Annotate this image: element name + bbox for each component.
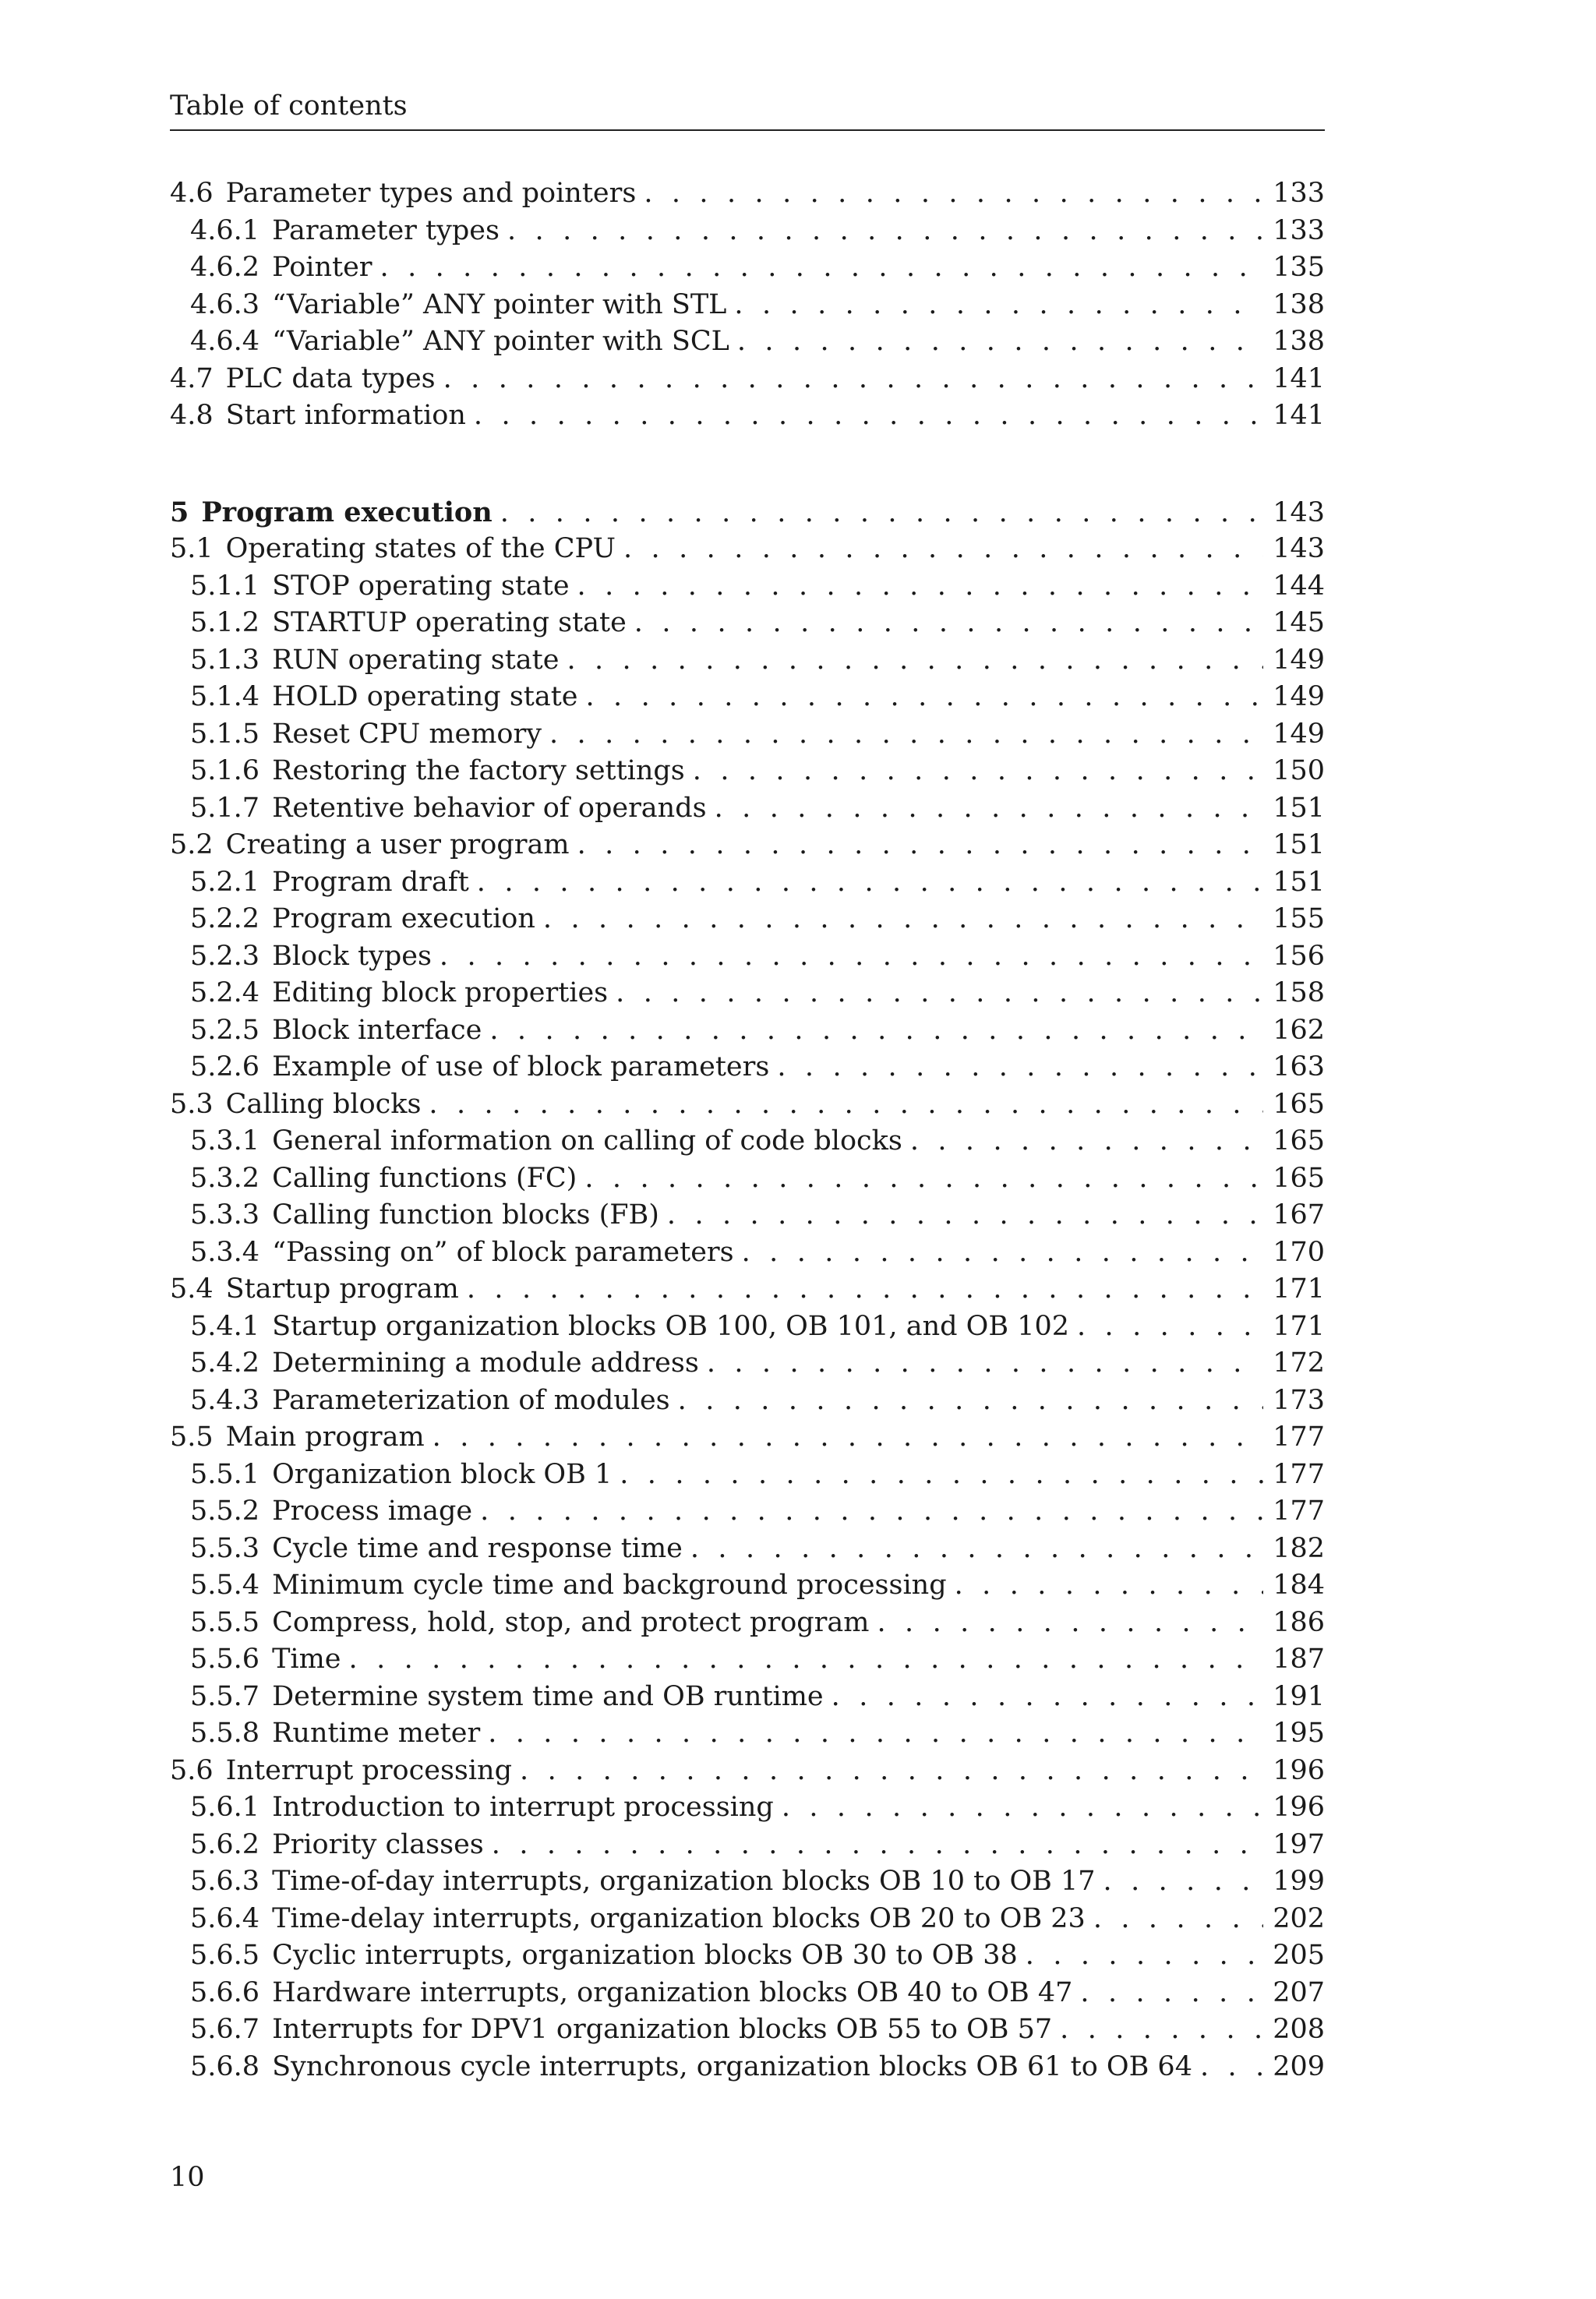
toc-entry-title: Process image: [272, 1496, 473, 1527]
dot-leader: [480, 1493, 1263, 1531]
toc-entry[interactable]: [170, 1863, 1325, 1901]
dot-leader: [577, 827, 1264, 864]
dot-leader: [543, 901, 1263, 938]
toc-entry-page: 141: [1273, 400, 1325, 431]
toc-entry-number: 5.4: [170, 1273, 214, 1305]
toc-entry[interactable]: [170, 1419, 1325, 1457]
dot-leader: [492, 1827, 1263, 1864]
toc-entry[interactable]: [170, 642, 1325, 680]
toc-entry-number: 5.5: [170, 1421, 214, 1453]
toc-entry-number: 5.6.5: [190, 1940, 260, 1971]
toc-entry-page: 208: [1273, 2014, 1325, 2045]
toc-entry-title: “Variable” ANY pointer with STL: [272, 288, 727, 320]
toc-entry-page: 177: [1273, 1421, 1325, 1453]
toc-entry-page: 205: [1273, 1940, 1325, 1971]
toc-entry-number: 5.1.3: [190, 644, 260, 676]
toc-entry-number: 4.6.1: [190, 214, 260, 246]
toc-entry[interactable]: [170, 1123, 1325, 1160]
toc-entry-title: Editing block properties: [272, 977, 609, 1008]
dot-leader: [443, 361, 1264, 398]
toc-entry-title: Parameter types and pointers: [225, 178, 637, 209]
toc-entry[interactable]: [170, 213, 1325, 250]
toc-entry-number: 5.2.1: [190, 866, 260, 898]
toc-entry-number: 5.1.5: [190, 718, 260, 750]
toc-entry[interactable]: [170, 1901, 1325, 1938]
dot-leader: [474, 397, 1263, 435]
toc-entry-number: 5.6.4: [190, 1902, 260, 1934]
toc-entry[interactable]: [170, 1789, 1325, 1827]
dot-leader: [586, 679, 1264, 716]
toc-entry-number: 5.2: [170, 829, 214, 860]
toc-entry-number: 5.5.8: [190, 1718, 260, 1749]
toc-entry-page: 165: [1273, 1162, 1325, 1194]
toc-entry-title: Priority classes: [272, 1828, 484, 1860]
toc-entry-page: 195: [1273, 1718, 1325, 1749]
toc-entry-title: Startup program: [225, 1273, 459, 1305]
toc-entry[interactable]: [170, 1086, 1325, 1124]
toc-entry-page: 182: [1273, 1532, 1325, 1564]
toc-entry-title: Main program: [225, 1421, 425, 1453]
dot-leader: [584, 1160, 1263, 1198]
toc-entry-page: 156: [1273, 940, 1325, 972]
toc-entry-title: Block interface: [272, 1014, 482, 1046]
page-number: 10: [170, 2162, 205, 2193]
dot-leader: [520, 1753, 1263, 1790]
toc-entry-number: 5.4.1: [190, 1310, 260, 1342]
toc-entry-title: Determining a module address: [272, 1347, 699, 1379]
toc-entry[interactable]: [170, 1383, 1325, 1420]
toc-entry-page: 151: [1273, 866, 1325, 898]
toc-entry[interactable]: [170, 1975, 1325, 2012]
dot-leader: [678, 1383, 1264, 1420]
toc-entry-title: Introduction to interrupt processing: [272, 1792, 774, 1823]
toc-entry-page: 196: [1273, 1792, 1325, 1823]
toc-entry-number: 5.4.3: [190, 1384, 260, 1416]
toc-entry[interactable]: [170, 1493, 1325, 1531]
dot-leader: [777, 1049, 1263, 1086]
toc-entry[interactable]: [170, 249, 1325, 287]
toc-entry-page: 207: [1273, 1976, 1325, 2008]
toc-entry[interactable]: [170, 1234, 1325, 1272]
toc-entry-title: PLC data types: [225, 362, 436, 394]
toc-entry[interactable]: [170, 1641, 1325, 1679]
toc-entry[interactable]: [170, 1605, 1325, 1642]
dot-leader: [477, 864, 1263, 902]
toc-entry-number: 5.1.1: [190, 570, 260, 602]
toc-entry[interactable]: [170, 1715, 1325, 1753]
toc-entry-number: 4.7: [170, 362, 214, 394]
dot-leader: [955, 1567, 1264, 1605]
toc-entry-title: Program execution: [201, 496, 493, 528]
toc-entry-number: 5.3: [170, 1088, 214, 1120]
toc-entry-number: 5.5.2: [190, 1496, 260, 1527]
toc-entry-number: 4.8: [170, 400, 214, 431]
toc-entry[interactable]: [170, 753, 1325, 790]
toc-entry-number: 5.3.4: [190, 1236, 260, 1268]
toc-entry-page: 171: [1273, 1273, 1325, 1305]
dot-leader: [782, 1789, 1263, 1827]
toc-entry-number: 5.5.7: [190, 1680, 260, 1712]
toc-entry-page: 184: [1273, 1570, 1325, 1601]
running-header: Table of contents: [170, 90, 408, 122]
toc-entry-page: 199: [1273, 1866, 1325, 1897]
toc-entry[interactable]: [170, 2011, 1325, 2049]
toc-entry-page: 186: [1273, 1606, 1325, 1638]
dot-leader: [623, 531, 1263, 568]
toc-entry-page: 163: [1273, 1051, 1325, 1082]
toc-entry-title: Calling blocks: [225, 1088, 422, 1120]
toc-entry-number: 5.5.5: [190, 1606, 260, 1638]
toc-entry-title: STARTUP operating state: [272, 607, 627, 638]
toc-entry[interactable]: [170, 1012, 1325, 1050]
toc-entry-page: 150: [1273, 755, 1325, 786]
toc-chapter-entry[interactable]: [170, 494, 1325, 531]
toc-entry-number: 5.1.6: [190, 755, 260, 786]
toc-entry[interactable]: [170, 716, 1325, 754]
dot-leader: [715, 790, 1264, 828]
toc-entry-title: Reset CPU memory: [272, 718, 542, 750]
toc-entry-title: Synchronous cycle interrupts, organization blocks OB 61 to OB 64: [272, 2050, 1192, 2082]
toc-entry[interactable]: [170, 2049, 1325, 2086]
toc-entry-number: 4.6.4: [190, 326, 260, 357]
toc-entry[interactable]: [170, 1160, 1325, 1198]
dot-leader: [616, 975, 1263, 1012]
toc-entry[interactable]: [170, 361, 1325, 398]
table-of-contents: [170, 175, 1325, 2085]
toc-entry-title: Interrupt processing: [225, 1754, 513, 1786]
toc-entry-number: 5.2.3: [190, 940, 260, 972]
toc-entry[interactable]: [170, 1345, 1325, 1383]
dot-leader: [877, 1605, 1263, 1642]
dot-leader: [1080, 1975, 1263, 2012]
toc-entry-page: 149: [1273, 718, 1325, 750]
toc-entry-title: Compress, hold, stop, and protect program: [272, 1606, 870, 1638]
dot-leader: [693, 753, 1263, 790]
toc-entry-title: Program execution: [272, 903, 535, 934]
toc-entry-number: 5.6: [170, 1754, 214, 1786]
toc-entry-page: 196: [1273, 1754, 1325, 1786]
toc-entry-number: 5.2.6: [190, 1051, 260, 1082]
toc-entry-page: 135: [1273, 252, 1325, 283]
dot-leader: [489, 1012, 1263, 1050]
toc-entry-number: 5.3.3: [190, 1199, 260, 1231]
toc-entry-title: Time-delay interrupts, organization blocks OB 20 to OB 23: [272, 1902, 1086, 1934]
toc-entry-page: 165: [1273, 1088, 1325, 1120]
toc-entry-page: 191: [1273, 1680, 1325, 1712]
dot-leader: [910, 1123, 1263, 1160]
toc-entry-title: Calling function blocks (FB): [272, 1199, 659, 1231]
toc-entry-number: 5.6.3: [190, 1866, 260, 1897]
dot-leader: [634, 605, 1263, 642]
toc-entry[interactable]: [170, 175, 1325, 213]
toc-entry-title: Startup organization blocks OB 100, OB 101, and OB 102: [272, 1310, 1069, 1342]
dot-leader: [440, 938, 1263, 976]
toc-entry-title: Cycle time and response time: [272, 1532, 683, 1564]
dot-leader: [1200, 2049, 1263, 2086]
toc-entry[interactable]: [170, 568, 1325, 606]
header-rule: [170, 129, 1325, 131]
toc-entry-page: 155: [1273, 903, 1325, 934]
dot-leader: [737, 323, 1263, 361]
toc-entry[interactable]: [170, 323, 1325, 361]
toc-entry-title: Pointer: [272, 252, 373, 283]
dot-leader: [1060, 2011, 1263, 2049]
toc-entry-page: 173: [1273, 1384, 1325, 1416]
dot-leader: [832, 1679, 1264, 1716]
toc-entry-page: 171: [1273, 1310, 1325, 1342]
toc-entry-page: 187: [1273, 1644, 1325, 1675]
toc-entry-title: STOP operating state: [272, 570, 570, 602]
toc-entry-title: Time: [272, 1644, 341, 1675]
toc-entry-title: Block types: [272, 940, 432, 972]
toc-entry-number: 5.1.4: [190, 681, 260, 712]
toc-entry[interactable]: [170, 975, 1325, 1012]
toc-entry-number: 5.6.7: [190, 2014, 260, 2045]
dot-leader: [488, 1715, 1263, 1753]
toc-entry-number: 5.5.3: [190, 1532, 260, 1564]
dot-leader: [507, 213, 1263, 250]
toc-entry-title: Example of use of block parameters: [272, 1051, 770, 1082]
toc-entry[interactable]: [170, 1827, 1325, 1864]
toc-entry-title: Cyclic interrupts, organization blocks OB 30 to OB 38: [272, 1940, 1018, 1971]
toc-entry-number: 5.3.2: [190, 1162, 260, 1194]
toc-entry-page: 133: [1273, 214, 1325, 246]
toc-entry-number: 5.1.2: [190, 607, 260, 638]
toc-entry-page: 143: [1273, 496, 1325, 528]
toc-entry-number: 5.2.5: [190, 1014, 260, 1046]
toc-entry-number: 5.5.4: [190, 1570, 260, 1601]
toc-entry[interactable]: [170, 827, 1325, 864]
toc-entry-page: 167: [1273, 1199, 1325, 1231]
toc-entry-page: 172: [1273, 1347, 1325, 1379]
toc-entry-title: HOLD operating state: [272, 681, 578, 712]
toc-entry[interactable]: [170, 1937, 1325, 1975]
toc-entry-number: 5.6.2: [190, 1828, 260, 1860]
toc-entry-title: Calling functions (FC): [272, 1162, 577, 1194]
toc-entry[interactable]: [170, 1457, 1325, 1494]
toc-entry[interactable]: [170, 1197, 1325, 1234]
toc-entry-title: Restoring the factory settings: [272, 755, 685, 786]
toc-entry-page: 138: [1273, 288, 1325, 320]
toc-entry-title: Determine system time and OB runtime: [272, 1680, 824, 1712]
dot-leader: [742, 1234, 1264, 1272]
toc-entry[interactable]: [170, 605, 1325, 642]
dot-leader: [467, 1271, 1263, 1308]
toc-entry[interactable]: [170, 1679, 1325, 1716]
toc-entry-page: 197: [1273, 1828, 1325, 1860]
toc-entry[interactable]: [170, 1567, 1325, 1605]
dot-leader: [1093, 1901, 1263, 1938]
dot-leader: [734, 287, 1263, 324]
dot-leader: [1026, 1937, 1263, 1975]
toc-entry-number: 5.5.1: [190, 1458, 260, 1490]
toc-entry[interactable]: [170, 531, 1325, 568]
dot-leader: [620, 1457, 1263, 1494]
toc-entry-page: 202: [1273, 1902, 1325, 1934]
toc-entry-page: 143: [1273, 533, 1325, 564]
toc-entry-page: 158: [1273, 977, 1325, 1008]
toc-entry-number: 5.6.6: [190, 1976, 260, 2008]
toc-entry[interactable]: [170, 397, 1325, 435]
toc-entry-number: 5.2.2: [190, 903, 260, 934]
toc-entry[interactable]: [170, 901, 1325, 938]
toc-entry-number: 5.2.4: [190, 977, 260, 1008]
dot-leader: [690, 1531, 1263, 1568]
toc-entry-number: 5.6.8: [190, 2050, 260, 2082]
toc-entry-title: Operating states of the CPU: [225, 533, 616, 564]
dot-leader: [644, 175, 1263, 213]
toc-entry-title: Retentive behavior of operands: [272, 792, 707, 824]
toc-entry-title: Interrupts for DPV1 organization blocks OB 55 to OB 57: [272, 2014, 1053, 2045]
dot-leader: [433, 1419, 1264, 1457]
toc-entry-title: Start information: [225, 400, 466, 431]
toc-entry[interactable]: [170, 679, 1325, 716]
toc-entry-number: 5.1.7: [190, 792, 260, 824]
toc-entry-page: 149: [1273, 644, 1325, 676]
toc-entry-number: 4.6: [170, 178, 214, 209]
toc-entry-page: 144: [1273, 570, 1325, 602]
toc-entry-number: 5: [170, 496, 189, 528]
dot-leader: [1077, 1308, 1263, 1346]
toc-entry-title: RUN operating state: [272, 644, 560, 676]
toc-entry-title: Hardware interrupts, organization blocks OB 40 to OB 47: [272, 1976, 1073, 2008]
toc-entry-number: 5.3.1: [190, 1125, 260, 1157]
dot-leader: [429, 1086, 1263, 1124]
toc-entry-page: 170: [1273, 1236, 1325, 1268]
dot-leader: [707, 1345, 1263, 1383]
toc-entry-number: 4.6.2: [190, 252, 260, 283]
toc-entry-title: Organization block OB 1: [272, 1458, 613, 1490]
toc-entry[interactable]: [170, 790, 1325, 828]
toc-entry-title: Minimum cycle time and background processing: [272, 1570, 947, 1601]
toc-entry-page: 141: [1273, 362, 1325, 394]
dot-leader: [349, 1641, 1264, 1679]
toc-entry[interactable]: [170, 287, 1325, 324]
toc-entry-title: “Passing on” of block parameters: [272, 1236, 734, 1268]
dot-leader: [500, 495, 1264, 532]
toc-entry-number: 4.6.3: [190, 288, 260, 320]
toc-entry[interactable]: [170, 864, 1325, 902]
toc-entry-title: Program draft: [272, 866, 469, 898]
dot-leader: [549, 716, 1263, 754]
dot-leader: [667, 1197, 1263, 1234]
toc-entry[interactable]: [170, 1308, 1325, 1346]
toc-entry-title: “Variable” ANY pointer with SCL: [272, 326, 729, 357]
toc-entry-page: 177: [1273, 1496, 1325, 1527]
toc-entry-page: 177: [1273, 1458, 1325, 1490]
toc-entry-page: 138: [1273, 326, 1325, 357]
toc-entry-page: 151: [1273, 792, 1325, 824]
toc-entry-title: Creating a user program: [225, 829, 570, 860]
toc-entry-title: Parameter types: [272, 214, 500, 246]
toc-entry-number: 5.4.2: [190, 1347, 260, 1379]
toc-entry-number: 5.6.1: [190, 1792, 260, 1823]
toc-entry[interactable]: [170, 938, 1325, 976]
toc-entry-page: 145: [1273, 607, 1325, 638]
toc-entry-title: Runtime meter: [272, 1718, 481, 1749]
toc-entry[interactable]: [170, 1271, 1325, 1308]
dot-leader: [1103, 1863, 1264, 1901]
toc-entry[interactable]: [170, 1049, 1325, 1086]
toc-entry-page: 162: [1273, 1014, 1325, 1046]
toc-entry[interactable]: [170, 1753, 1325, 1790]
dot-leader: [380, 249, 1264, 287]
toc-entry-number: 5.5.6: [190, 1644, 260, 1675]
toc-entry-page: 149: [1273, 681, 1325, 712]
toc-entry-title: Parameterization of modules: [272, 1384, 670, 1416]
dot-leader: [577, 568, 1264, 606]
toc-entry-number: 5.1: [170, 533, 214, 564]
toc-entry[interactable]: [170, 1531, 1325, 1568]
toc-entry-page: 209: [1273, 2050, 1325, 2082]
toc-entry-page: 165: [1273, 1125, 1325, 1157]
toc-entry-page: 151: [1273, 829, 1325, 860]
toc-entry-title: General information on calling of code blocks: [272, 1125, 902, 1157]
toc-entry-title: Time-of-day interrupts, organization blocks OB 10 to OB 17: [272, 1866, 1096, 1897]
dot-leader: [567, 642, 1263, 680]
toc-entry-page: 133: [1273, 178, 1325, 209]
